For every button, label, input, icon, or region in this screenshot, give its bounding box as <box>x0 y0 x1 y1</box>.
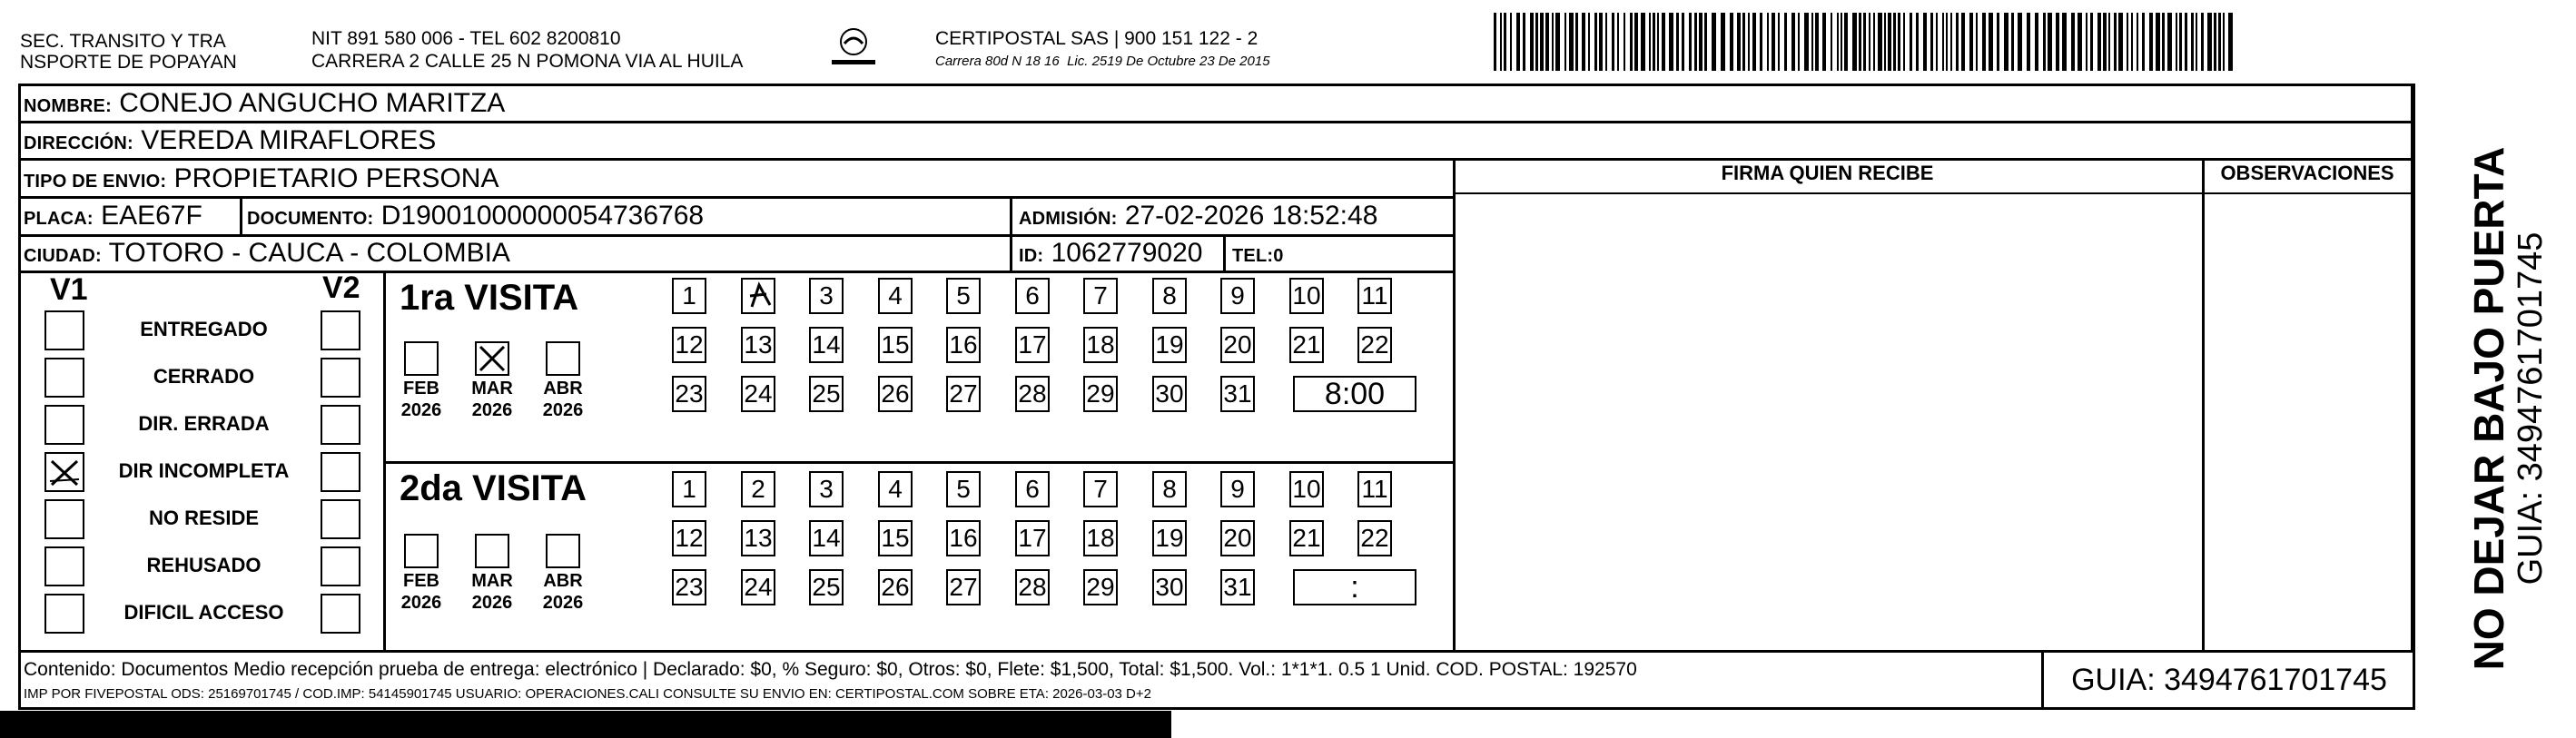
v1-checkbox[interactable] <box>44 358 84 398</box>
v1-checkbox[interactable] <box>44 499 84 539</box>
status-label: CERRADO <box>153 365 255 388</box>
day-box[interactable]: 16 <box>946 520 981 556</box>
barcode-bar <box>1555 13 1560 71</box>
v2-checkbox[interactable] <box>321 358 360 398</box>
ciudad-field <box>24 237 510 272</box>
day-box[interactable]: 12 <box>672 327 706 363</box>
v2-checkbox[interactable] <box>321 405 360 445</box>
imp-line: IMP POR FIVEPOSTAL ODS: 25169701745 / COD.IMP: 54145901745 USUARIO: OPERACIONES.CALI CONSULTE SU ENVIO EN: CERTIPOSTAL.COM SOBRE ETA: 2026-03-03 D+2 <box>24 686 1151 702</box>
day-box[interactable]: 22 <box>1357 327 1392 363</box>
license-line: Carrera 80d N 18 16 Lic. 2519 De Octubre 23 De 2015 <box>935 54 1270 69</box>
month-label: FEB 2026 <box>400 379 442 420</box>
day-box[interactable]: 14 <box>809 520 844 556</box>
day-box[interactable]: 12 <box>672 520 706 556</box>
day-box[interactable]: 21 <box>1289 520 1324 556</box>
barcode-bar <box>1694 13 1697 71</box>
day-box[interactable]: 23 <box>672 569 706 605</box>
day-box[interactable]: 24 <box>741 569 775 605</box>
barcode-bar <box>2043 13 2046 71</box>
barcode-bar <box>2035 13 2038 71</box>
day-box[interactable]: 1 <box>672 278 706 314</box>
month-label: MAR 2026 <box>471 379 513 420</box>
day-box[interactable]: 2 <box>741 471 775 507</box>
admision-value: 27-02-2026 18:52:48 <box>1124 201 1378 231</box>
day-box[interactable]: 5 <box>946 278 981 314</box>
barcode-bar <box>2218 13 2221 71</box>
barcode-bar <box>1575 13 1578 71</box>
barcode-bar <box>1878 13 1882 71</box>
sender-line-1: SEC. TRANSITO Y TRA <box>20 31 226 52</box>
barcode-bar <box>2137 13 2138 71</box>
barcode-bar <box>1772 13 1775 71</box>
v1-checkbox[interactable] <box>44 405 84 445</box>
placa-value: EAE67F <box>101 201 202 231</box>
day-box[interactable]: 5 <box>946 471 981 507</box>
barcode-bar <box>1523 13 1525 71</box>
barcode-bar <box>1869 13 1870 71</box>
barcode-bar <box>1844 13 1848 71</box>
month-checkbox[interactable] <box>546 534 580 568</box>
barcode-bar <box>1669 13 1673 71</box>
barcode-bar <box>1798 13 1800 71</box>
barcode-bar <box>1888 13 1891 71</box>
v1-label: V1 <box>50 272 88 307</box>
status-label: DIR INCOMPLETA <box>118 459 290 482</box>
day-box[interactable]: 9 <box>1220 278 1255 314</box>
id-label: ID: <box>1019 246 1044 266</box>
barcode-bar <box>1510 13 1512 71</box>
first-visit-time-box[interactable]: 8:00 <box>1293 376 1416 412</box>
ciudad-value: TOTORO - CAUCA - COLOMBIA <box>108 238 510 268</box>
barcode-bar <box>2131 13 2133 71</box>
barcode-bar <box>1641 13 1645 71</box>
barcode-bar <box>1997 13 1999 71</box>
tel-value: 0 <box>1273 246 1284 266</box>
barcode-bar <box>2142 13 2145 71</box>
observaciones-title: OBSERVACIONES <box>2220 162 2394 184</box>
barcode-bar <box>2162 13 2165 71</box>
barcode-bar <box>1884 13 1886 71</box>
day-box[interactable]: 26 <box>878 569 913 605</box>
v1-checkbox[interactable] <box>44 594 84 634</box>
documento-value: D19001000000054736768 <box>380 201 705 231</box>
day-box[interactable]: 13 <box>741 520 775 556</box>
barcode <box>1494 13 2234 71</box>
barcode-bar <box>2108 13 2110 71</box>
barcode-bar <box>1737 13 1741 71</box>
id-field <box>1019 237 1202 272</box>
barcode-bar <box>1893 13 1896 71</box>
barcode-bar <box>1822 13 1826 71</box>
day-box[interactable]: 15 <box>878 327 913 363</box>
day-box[interactable]: 7 <box>1083 471 1118 507</box>
barcode-bar <box>2114 13 2117 71</box>
barcode-bar <box>1989 13 1993 71</box>
side-guia: GUIA: 3494761701745 <box>2512 231 2550 585</box>
barcode-bar <box>2201 13 2204 71</box>
barcode-bar <box>1815 13 1819 71</box>
barcode-bar <box>1767 13 1769 71</box>
barcode-bar <box>1569 13 1574 71</box>
day-box[interactable]: 17 <box>1015 327 1050 363</box>
barcode-bar <box>2086 13 2087 71</box>
day-box[interactable]: 27 <box>946 376 981 412</box>
tel-field <box>1232 237 1284 272</box>
tipo-envio-label: TIPO DE ENVIO: <box>24 172 167 192</box>
barcode-bar <box>2176 13 2177 71</box>
status-label: ENTREGADO <box>140 318 268 340</box>
barcode-bar <box>1873 13 1875 71</box>
barcode-bar <box>1599 13 1603 71</box>
day-box[interactable]: 10 <box>1289 278 1324 314</box>
barcode-bar <box>1903 13 1905 71</box>
barcode-bar <box>2214 13 2216 71</box>
barcode-bar <box>2223 13 2225 71</box>
v1-checkbox[interactable] <box>44 452 84 492</box>
barcode-bar <box>1564 13 1566 71</box>
status-label: DIR. ERRADA <box>138 412 270 435</box>
v2-checkbox[interactable] <box>321 546 360 586</box>
barcode-bar <box>1682 13 1684 71</box>
day-box[interactable]: 31 <box>1220 569 1255 605</box>
day-box[interactable]: 3 <box>809 471 844 507</box>
barcode-bar <box>1742 13 1745 71</box>
contenido-line: Contenido: Documentos Medio recepción prueba de entrega: electrónico | Declarado: $0, % Seguro: $0, Otros: $0, Flete: $1,500, Total: $1,500. Vol.: 1*1*1. 0.5 1 Unid. COD. POSTAL: 192570 <box>24 659 1637 680</box>
barcode-bar <box>1760 13 1762 71</box>
barcode-bar <box>1653 13 1655 71</box>
month-checkbox[interactable] <box>404 534 439 568</box>
month-label: MAR 2026 <box>471 571 513 613</box>
day-box[interactable]: 20 <box>1220 520 1255 556</box>
day-box[interactable]: 21 <box>1289 327 1324 363</box>
day-box[interactable]: 30 <box>1152 569 1187 605</box>
barcode-bar <box>2207 13 2212 71</box>
day-box[interactable]: 4 <box>878 471 913 507</box>
barcode-bar <box>1500 13 1502 71</box>
v1-checkbox[interactable] <box>44 310 84 350</box>
barcode-bar <box>1704 13 1707 71</box>
barcode-bar <box>1936 13 1938 71</box>
month-checkbox[interactable] <box>404 341 439 376</box>
barcode-bar <box>2196 13 2197 71</box>
day-box[interactable]: 1 <box>672 471 706 507</box>
firma-title: FIRMA QUIEN RECIBE <box>1721 162 1934 184</box>
sender-line-2: NSPORTE DE POPAYAN <box>20 52 237 73</box>
status-label: DIFICIL ACCESO <box>123 601 284 624</box>
nombre-label: NOMBRE: <box>24 96 112 116</box>
barcode-bar <box>1634 13 1638 71</box>
barcode-bar <box>1494 13 1496 71</box>
day-box[interactable]: 24 <box>741 376 775 412</box>
bottom-strip <box>0 711 1171 738</box>
day-box[interactable]: 13 <box>741 327 775 363</box>
day-box[interactable]: 6 <box>1015 471 1050 507</box>
barcode-bar <box>1504 13 1506 71</box>
side-warning: NO DEJAR BAJO PUERTA <box>2465 146 2512 671</box>
month-checkbox[interactable] <box>546 341 580 376</box>
barcode-bar <box>1942 13 1944 71</box>
barcode-bar <box>2071 13 2075 71</box>
nit-line: NIT 891 580 006 - TEL 602 8200810 <box>311 28 621 49</box>
barcode-bar <box>1662 13 1665 71</box>
day-box[interactable]: 20 <box>1220 327 1255 363</box>
day-box[interactable]: 22 <box>1357 520 1392 556</box>
day-box[interactable]: 10 <box>1289 471 1324 507</box>
barcode-bar <box>1982 13 1986 71</box>
barcode-bar <box>1841 13 1842 71</box>
day-box[interactable]: 16 <box>946 327 981 363</box>
day-box[interactable]: 29 <box>1083 376 1118 412</box>
day-box[interactable]: 17 <box>1015 520 1050 556</box>
barcode-bar <box>1594 13 1597 71</box>
barcode-bar <box>2103 13 2107 71</box>
day-box[interactable]: 28 <box>1015 569 1050 605</box>
barcode-bar <box>1784 13 1787 71</box>
barcode-bar <box>2149 13 2153 71</box>
day-box[interactable]: 25 <box>809 569 844 605</box>
barcode-bar <box>2118 13 2123 71</box>
admision-field <box>1019 200 1377 235</box>
barcode-bar <box>1582 13 1585 71</box>
v2-checkbox[interactable] <box>321 452 360 492</box>
barcode-bar <box>1976 13 1978 71</box>
month-checkbox[interactable] <box>475 534 509 568</box>
barcode-bar <box>2004 13 2008 71</box>
second-visit-time-box[interactable]: : <box>1293 569 1416 605</box>
documento-label: DOCUMENTO: <box>247 209 374 229</box>
barcode-bar <box>1859 13 1861 71</box>
barcode-bar <box>1630 13 1633 71</box>
month-label: ABR 2026 <box>542 379 584 420</box>
barcode-bar <box>1676 13 1679 71</box>
barcode-bar <box>2048 13 2052 71</box>
month-label: FEB 2026 <box>400 571 442 613</box>
barcode-bar <box>1748 13 1750 71</box>
tipo-envio-value: PROPIETARIO PERSONA <box>173 163 499 193</box>
day-box[interactable]: 30 <box>1152 376 1187 412</box>
v1-checkbox[interactable] <box>44 546 84 586</box>
barcode-bar <box>1545 13 1549 71</box>
barcode-bar <box>2097 13 2101 71</box>
day-box[interactable] <box>741 278 775 314</box>
v2-label: V2 <box>322 271 360 305</box>
barcode-bar <box>1837 13 1839 71</box>
day-box[interactable]: 11 <box>1357 471 1392 507</box>
day-box[interactable]: 23 <box>672 376 706 412</box>
admision-label: ADMISIÓN: <box>1019 209 1118 229</box>
barcode-bar <box>1689 13 1692 71</box>
v2-checkbox[interactable] <box>321 594 360 634</box>
barcode-bar <box>2018 13 2022 71</box>
day-box[interactable]: 8 <box>1152 278 1187 314</box>
day-box[interactable]: 18 <box>1083 520 1118 556</box>
barcode-bar <box>1657 13 1659 71</box>
day-box[interactable]: 19 <box>1152 520 1187 556</box>
barcode-bar <box>1624 13 1625 71</box>
company-logo <box>826 24 881 73</box>
barcode-bar <box>1946 13 1948 71</box>
barcode-bar <box>2191 13 2194 71</box>
direccion-field <box>24 124 436 160</box>
barcode-bar <box>1961 13 1965 71</box>
v2-checkbox[interactable] <box>321 499 360 539</box>
day-box[interactable]: 29 <box>1083 569 1118 605</box>
barcode-bar <box>1930 13 1933 71</box>
status-label: NO RESIDE <box>148 507 260 529</box>
first-visit-title: 1ra VISITA <box>400 278 579 318</box>
barcode-bar <box>1649 13 1651 71</box>
barcode-bar <box>1898 13 1900 71</box>
barcode-bar <box>2078 13 2082 71</box>
day-box[interactable]: 31 <box>1220 376 1255 412</box>
day-box[interactable]: 6 <box>1015 278 1050 314</box>
day-box[interactable]: 4 <box>878 278 913 314</box>
ciudad-label: CIUDAD: <box>24 246 102 266</box>
barcode-bar <box>1852 13 1857 71</box>
barcode-bar <box>1863 13 1866 71</box>
guia-box: GUIA: 3494761701745 <box>2071 663 2387 697</box>
barcode-bar <box>1956 13 1959 71</box>
tel-label: TEL: <box>1232 246 1274 266</box>
day-box[interactable]: 8 <box>1152 471 1187 507</box>
day-box[interactable]: 26 <box>878 376 913 412</box>
barcode-bar <box>1804 13 1809 71</box>
barcode-bar <box>1811 13 1813 71</box>
company-line: CERTIPOSTAL SAS | 900 151 122 - 2 <box>935 28 1258 49</box>
barcode-bar <box>2228 13 2233 71</box>
barcode-bar <box>1712 13 1716 71</box>
day-box[interactable]: 3 <box>809 278 844 314</box>
direccion-label: DIRECCIÓN: <box>24 133 133 153</box>
barcode-bar <box>2167 13 2172 71</box>
barcode-bar <box>1916 13 1919 71</box>
barcode-bar <box>2179 13 2182 71</box>
barcode-bar <box>1969 13 1973 71</box>
day-box[interactable]: 15 <box>878 520 913 556</box>
barcode-bar <box>1778 13 1780 71</box>
barcode-bar <box>2011 13 2014 71</box>
nombre-field <box>24 87 505 123</box>
barcode-bar <box>1730 13 1733 71</box>
day-box[interactable]: 19 <box>1152 327 1187 363</box>
barcode-bar <box>1612 13 1614 71</box>
barcode-bar <box>1791 13 1795 71</box>
month-label: ABR 2026 <box>542 571 584 613</box>
day-box[interactable]: 11 <box>1357 278 1392 314</box>
documento-field <box>247 200 704 235</box>
placa-label: PLACA: <box>24 209 94 229</box>
barcode-bar <box>1950 13 1952 71</box>
barcode-bar <box>1923 13 1927 71</box>
direccion-value: VEREDA MIRAFLORES <box>141 125 437 155</box>
day-box[interactable]: 14 <box>809 327 844 363</box>
barcode-bar <box>1605 13 1607 71</box>
day-box[interactable]: 28 <box>1015 376 1050 412</box>
barcode-bar <box>1617 13 1619 71</box>
barcode-bar <box>1588 13 1590 71</box>
tipo-envio-field <box>24 162 498 198</box>
barcode-bar <box>2127 13 2128 71</box>
barcode-bar <box>1530 13 1534 71</box>
day-box[interactable]: 25 <box>809 376 844 412</box>
second-visit-title: 2da VISITA <box>400 468 587 508</box>
barcode-bar <box>2062 13 2067 71</box>
barcode-bar <box>1516 13 1520 71</box>
placa-field <box>24 200 202 235</box>
id-value: 1062779020 <box>1051 238 1203 268</box>
barcode-bar <box>2185 13 2187 71</box>
barcode-bar <box>2156 13 2160 71</box>
barcode-bar <box>2027 13 2030 71</box>
day-box[interactable]: 18 <box>1083 327 1118 363</box>
barcode-bar <box>1552 13 1554 71</box>
month-checkbox[interactable] <box>475 341 509 376</box>
barcode-bar <box>1910 13 1912 71</box>
nombre-value: CONEJO ANGUCHO MARITZA <box>119 88 506 118</box>
day-box[interactable]: 27 <box>946 569 981 605</box>
barcode-bar <box>1535 13 1538 71</box>
barcode-bar <box>1831 13 1832 71</box>
address-line: CARRERA 2 CALLE 25 N POMONA VIA AL HUILA <box>311 51 744 72</box>
barcode-bar <box>2090 13 2093 71</box>
barcode-bar <box>2056 13 2059 71</box>
day-box[interactable]: 9 <box>1220 471 1255 507</box>
day-box[interactable]: 7 <box>1083 278 1118 314</box>
barcode-bar <box>1721 13 1725 71</box>
status-label: REHUSADO <box>146 554 262 576</box>
barcode-bar <box>1540 13 1544 71</box>
barcode-bar <box>1752 13 1756 71</box>
v2-checkbox[interactable] <box>321 310 360 350</box>
barcode-bar <box>1699 13 1703 71</box>
